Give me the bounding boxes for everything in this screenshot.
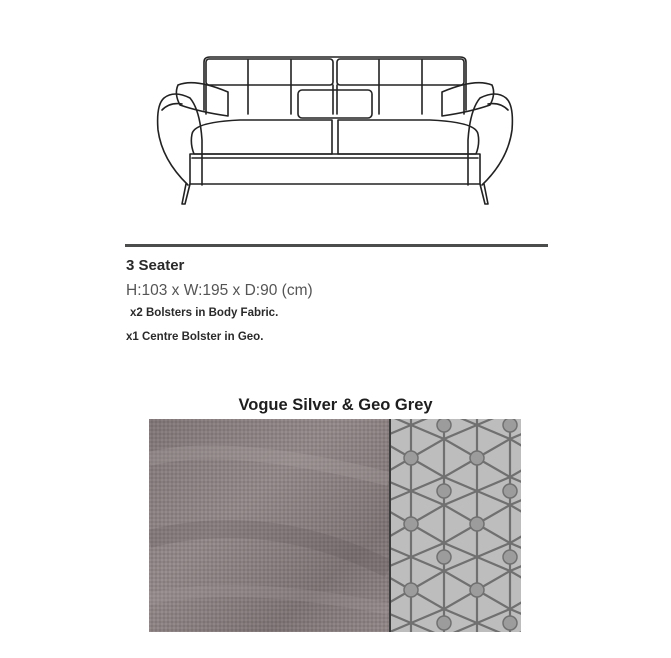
section-divider (125, 244, 548, 247)
bolster-note: x2 Bolsters in Body Fabric. (130, 307, 279, 319)
dimensions-text: H:103 x W:195 x D:90 (cm) (126, 282, 313, 299)
size-title: 3 Seater (126, 257, 185, 274)
sofa-line-drawing (140, 50, 530, 210)
fabric-title: Vogue Silver & Geo Grey (238, 396, 433, 414)
vogue-silver-swatch (149, 419, 389, 632)
geo-grey-swatch (391, 419, 521, 632)
centre-bolster-note: x1 Centre Bolster in Geo. (126, 331, 264, 343)
